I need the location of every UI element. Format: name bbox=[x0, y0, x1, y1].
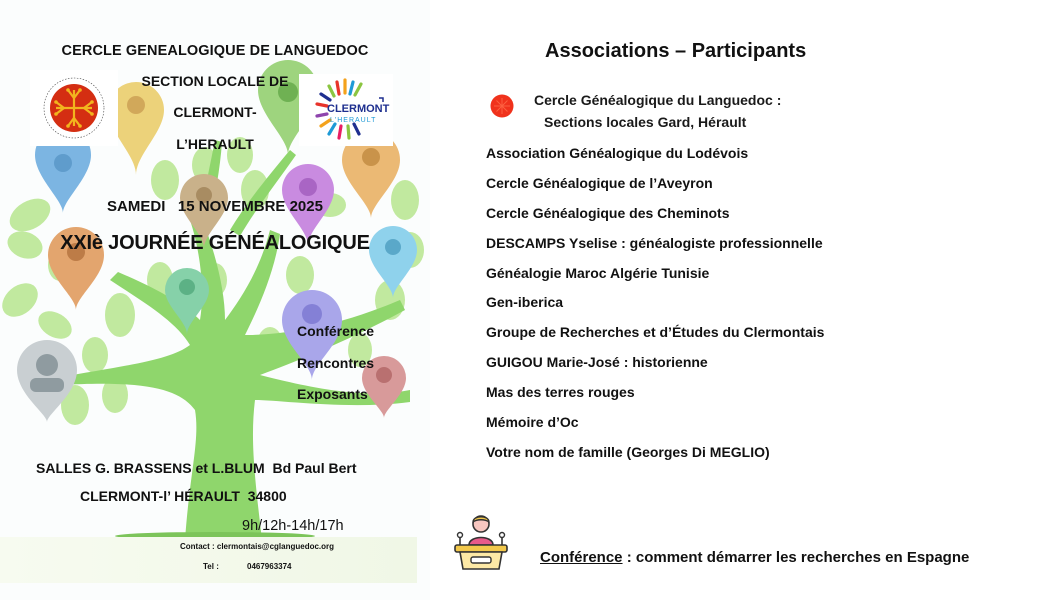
speaker-podium-icon bbox=[452, 511, 510, 571]
event-date: SAMEDI 15 NOVEMBRE 2025 bbox=[107, 198, 323, 215]
event-hours: 9h/12h-14h/17h bbox=[242, 518, 344, 534]
svg-text:CLERMONT: CLERMONT bbox=[327, 103, 390, 115]
list-item: DESCAMPS Yselise : généalogiste professionnelle bbox=[486, 234, 823, 251]
cercle-genealogique-languedoc-logo bbox=[30, 70, 118, 146]
panel-title: Associations – Participants bbox=[545, 40, 807, 62]
featured-association-name: Cercle Généalogique du Languedoc : bbox=[534, 92, 782, 108]
conference-label: Conférence bbox=[540, 549, 623, 566]
participants-panel bbox=[440, 0, 1037, 600]
occitan-cross-icon bbox=[30, 70, 118, 146]
venue-city: CLERMONT-l’ HÉRAULT 34800 bbox=[80, 488, 287, 504]
venue-address: SALLES G. BRASSENS et L.BLUM Bd Paul Bert bbox=[36, 460, 357, 476]
tel-label: Tel : bbox=[203, 562, 219, 571]
list-item: Mas des terres rouges bbox=[486, 384, 635, 401]
associations-list bbox=[486, 143, 824, 472]
list-item: Groupe de Recherches et d’Études du Clermontais bbox=[486, 324, 825, 341]
poster-subtitle-line-3: L’HERAULT bbox=[176, 136, 254, 152]
list-item: Association Généalogique du Lodévois bbox=[486, 145, 749, 161]
event-poster bbox=[0, 0, 430, 600]
svg-text:L'HERAULT: L'HERAULT bbox=[330, 117, 377, 124]
conference-topic: : comment démarrer les recherches en Espagne bbox=[622, 549, 970, 566]
tel-number[interactable]: 0467963374 bbox=[247, 562, 292, 571]
featured-association-sections: Sections locales Gard, Hérault bbox=[544, 114, 747, 130]
list-item: Gen-iberica bbox=[486, 294, 564, 311]
poster-subtitle-line-1: SECTION LOCALE DE bbox=[141, 73, 289, 89]
conference-info bbox=[452, 511, 1032, 573]
list-item: Cercle Généalogique des Cheminots bbox=[486, 204, 730, 221]
list-item: Votre nom de famille (Georges Di MEGLIO) bbox=[486, 443, 770, 460]
conference-description bbox=[540, 549, 969, 566]
list-item: Généalogie Maroc Algérie Tunisie bbox=[486, 264, 710, 281]
activity-conference: Conférence bbox=[297, 323, 375, 339]
list-item: Mémoire d’Oc bbox=[486, 414, 579, 431]
activity-exposants: Exposants bbox=[297, 386, 368, 402]
poster-subtitle-line-2: CLERMONT- bbox=[173, 104, 257, 120]
list-item: Cercle Généalogique de l’Aveyron bbox=[486, 174, 713, 191]
activity-rencontres: Rencontres bbox=[297, 355, 375, 371]
event-name: XXIè JOURNÉE GÉNÉALOGIQUE bbox=[60, 232, 370, 254]
contact-email[interactable]: Contact : clermontais@cglanguedoc.org bbox=[180, 542, 335, 551]
poster-title: CERCLE GENEALOGIQUE DE LANGUEDOC bbox=[61, 43, 369, 59]
list-item: GUIGOU Marie-José : historienne bbox=[486, 354, 708, 371]
occitan-cross-dot-icon bbox=[490, 94, 514, 118]
